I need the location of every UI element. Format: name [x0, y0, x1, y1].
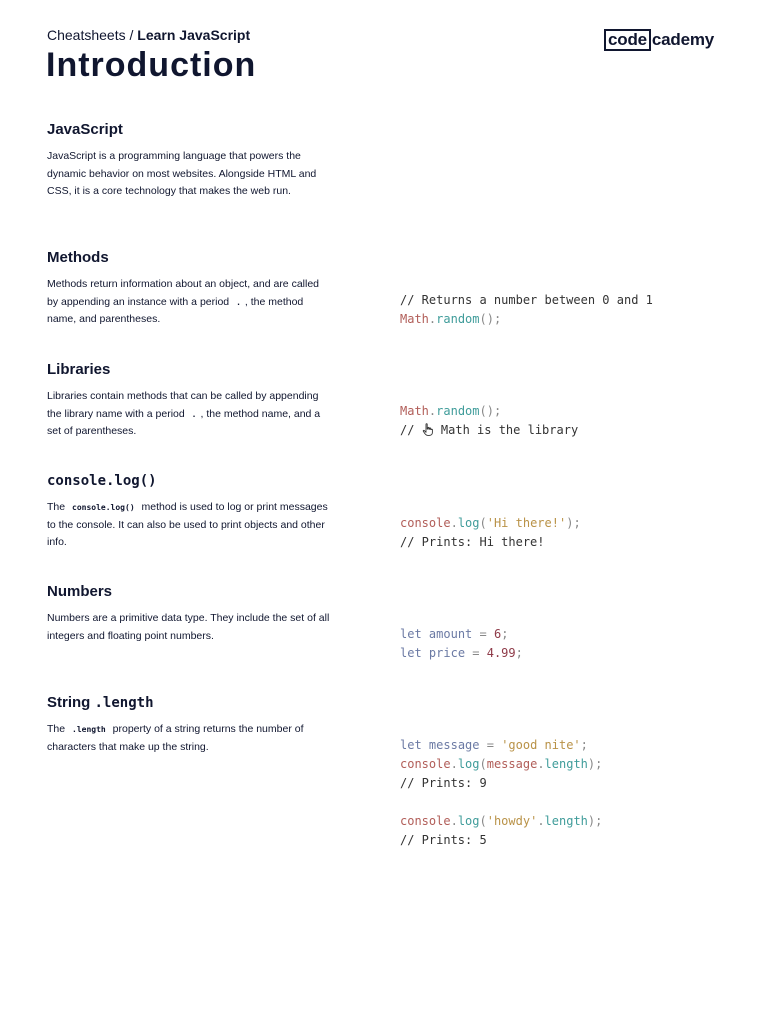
- code-comment: //: [400, 423, 422, 437]
- breadcrumb: [47, 27, 250, 43]
- section-methods: [47, 248, 332, 329]
- description-text: The: [47, 501, 69, 513]
- code-punct: );: [587, 757, 603, 771]
- code-comment: // Prints: Hi there!: [400, 535, 545, 549]
- section-heading: [47, 471, 332, 491]
- code-object: console: [400, 814, 451, 828]
- section-description: [47, 499, 332, 552]
- code-punct: );: [587, 814, 603, 828]
- inline-code: .: [191, 409, 197, 419]
- code-variable: message: [428, 738, 480, 752]
- code-block-libraries: [400, 402, 578, 440]
- code-punct: =: [465, 646, 487, 660]
- code-method: random: [436, 404, 480, 418]
- code-method: random: [436, 312, 480, 326]
- page-title: Introduction: [46, 46, 257, 84]
- description-text: , the method name, and a set of parentheses.: [47, 407, 321, 438]
- code-variable: message: [486, 757, 538, 771]
- description-text: The: [47, 723, 69, 735]
- code-string: 'good nite': [501, 738, 581, 752]
- code-block-methods: [400, 291, 653, 329]
- code-punct: ;: [515, 646, 523, 660]
- code-property: length: [544, 814, 588, 828]
- section-heading: Numbers: [47, 583, 113, 600]
- code-punct: .: [450, 814, 458, 828]
- code-comment: // Returns a number between 0 and 1: [400, 293, 653, 307]
- code-comment: // Prints: 5: [400, 833, 487, 847]
- code-method: log: [457, 757, 480, 771]
- section-console-log: [47, 471, 332, 552]
- code-punct: );: [566, 516, 581, 530]
- section-heading: Methods: [47, 249, 109, 266]
- code-punct: =: [479, 738, 502, 752]
- code-variable: amount: [428, 627, 473, 641]
- breadcrumb-current[interactable]: Learn JavaScript: [137, 27, 251, 43]
- code-punct: .: [450, 757, 458, 771]
- code-punct: (: [479, 516, 487, 530]
- section-description: [47, 721, 332, 756]
- section-string-length: [47, 693, 332, 756]
- section-javascript: [47, 120, 332, 201]
- section-numbers: [47, 582, 332, 645]
- code-keyword: let: [400, 738, 422, 752]
- code-punct: .: [450, 516, 458, 530]
- code-punct: .: [428, 312, 437, 326]
- section-libraries: [47, 360, 332, 441]
- code-property: length: [544, 757, 588, 771]
- code-method: log: [457, 814, 480, 828]
- code-keyword: let: [400, 627, 422, 641]
- code-punct: (: [479, 757, 487, 771]
- heading-text: String: [47, 694, 95, 711]
- pointing-hand-icon: [422, 423, 434, 436]
- breadcrumb-root-link[interactable]: Cheatsheets: [47, 27, 126, 43]
- code-punct: (: [479, 814, 487, 828]
- section-description: [47, 388, 332, 441]
- inline-code: .length: [72, 725, 106, 734]
- section-description: Numbers are a primitive data type. They include the set of all integers and floating point numbers.: [47, 612, 330, 642]
- code-comment: // Prints: 9: [400, 776, 487, 790]
- code-keyword: let: [400, 646, 422, 660]
- code-block-string-length: [400, 736, 602, 850]
- codecademy-logo[interactable]: [604, 29, 714, 51]
- section-description: JavaScript is a programming language that powers the dynamic behavior on most websites. Alongside HTML and CSS, it is a core technology that makes the web run.: [47, 150, 317, 198]
- code-object: Math: [400, 404, 429, 418]
- code-string: 'howdy': [486, 814, 538, 828]
- code-comment: Math is the library: [433, 423, 579, 437]
- description-text: , the method name, and parentheses.: [47, 295, 304, 326]
- code-punct: ();: [479, 404, 502, 418]
- description-text: Methods return information about an object, and are called by appending an instance with a period: [47, 278, 320, 308]
- code-block-console-log: [400, 514, 581, 552]
- inline-code: console.log(): [72, 503, 135, 512]
- section-description: [47, 276, 332, 329]
- breadcrumb-separator: /: [125, 27, 138, 43]
- logo-box-text: code: [604, 29, 651, 51]
- code-punct: .: [537, 814, 545, 828]
- logo-rest-text: cademy: [651, 30, 715, 49]
- inline-code: .: [236, 297, 241, 307]
- section-heading: Libraries: [47, 361, 111, 378]
- code-string: 'Hi there!': [486, 516, 567, 530]
- code-punct: =: [472, 627, 494, 641]
- code-punct: ();: [479, 312, 502, 326]
- section-heading: JavaScript: [47, 121, 123, 138]
- code-punct: .: [537, 757, 545, 771]
- description-text: Libraries contain methods that can be called by appending the library name with a period: [47, 390, 319, 420]
- code-number: 6: [493, 627, 502, 641]
- code-number: 4.99: [486, 646, 516, 660]
- code-object: Math: [400, 312, 429, 326]
- code-block-numbers: [400, 625, 523, 663]
- section-heading: [47, 693, 332, 713]
- code-object: console: [400, 516, 451, 530]
- heading-code: .length: [94, 695, 154, 711]
- code-method: log: [457, 516, 480, 530]
- code-object: console: [400, 757, 451, 771]
- code-punct: ;: [501, 627, 509, 641]
- description-text: property of a string returns the number of characters that make up the string.: [47, 723, 304, 753]
- code-variable: price: [428, 646, 466, 660]
- description-text: method is used to log or print messages to the console. It can also be used to print objects and other info.: [47, 501, 328, 549]
- code-punct: ;: [580, 738, 588, 752]
- heading-code: console.log(): [47, 473, 157, 489]
- code-punct: .: [428, 404, 437, 418]
